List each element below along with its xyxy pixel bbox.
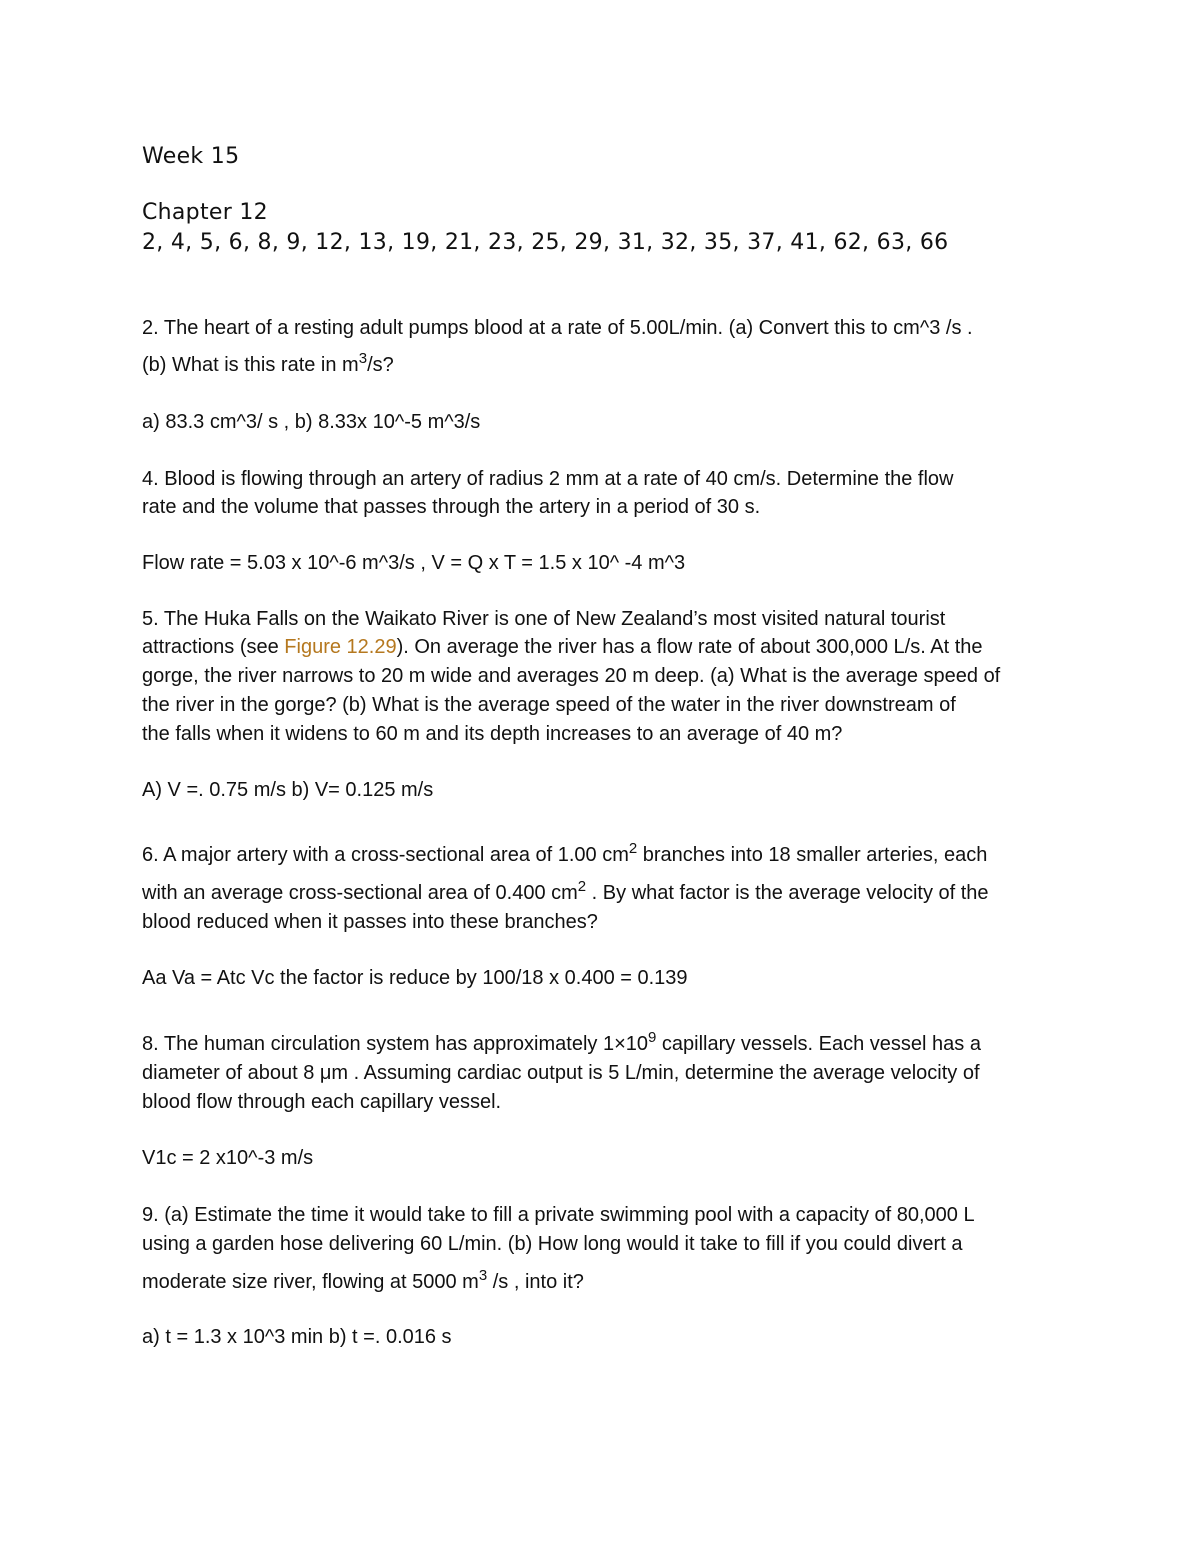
q4-answer: Flow rate = 5.03 x 10^-6 m^3/s , V = Q x T = 1.5 x 10^ -4 m^3	[142, 552, 686, 574]
q6-line-3: blood reduced when it passes into these branches?	[142, 911, 598, 933]
q2-line-2: (b) What is this rate in $m^3/s$?	[142, 350, 394, 376]
q5-line-2: attractions (see Figure 12.29). On average the river has a flow rate of about 300,000 L/s. At the	[142, 636, 983, 658]
q9-answer: a) t = 1.3 x 10^3 min b) t =. 0.016 s	[142, 1326, 452, 1348]
q2-line-1: 2. The heart of a resting adult pumps blood at a rate of 5.00L/min. (a) Convert this to cm^3 /s .	[142, 317, 973, 339]
q8-line-2: diameter of about 8 μm . Assuming cardiac output is 5 L/min, determine the average velocity of	[142, 1062, 980, 1084]
q5-line-3: gorge, the river narrows to 20 m wide and averages 20 m deep. (a) What is the average speed of	[142, 665, 1001, 687]
figure-link[interactable]: Figure 12.29	[284, 636, 397, 658]
q6-line-2: with an average cross-sectional area of 0.400 $cm^2$ . By what factor is the average velocity of the	[142, 878, 989, 904]
q5-line-4: the river in the gorge? (b) What is the average speed of the water in the river downstream of	[142, 694, 956, 716]
q9-line-3: moderate size river, flowing at 5000 $m^3$ /s , into it?	[142, 1267, 584, 1293]
q8-line-1: 8. The human circulation system has approximately $1\times 10^9$ capillary vessels. Each vessel has a	[142, 1029, 981, 1055]
q5-line-5: the falls when it widens to 60 m and its depth increases to an average of 40 m?	[142, 723, 843, 745]
q6-line-1: 6. A major artery with a cross-sectional area of 1.00 $cm^2$ branches into 18 smaller arteries, each	[142, 840, 988, 866]
q6-answer: Aa Va = Atc Vc the factor is reduce by 100/18 x 0.400 = 0.139	[142, 967, 688, 989]
chapter-heading: Chapter 12	[142, 200, 268, 225]
q8-answer: V1c = 2 x10^-3 m/s	[142, 1147, 314, 1169]
q2-answer: a) 83.3 cm^3/ s , b) 8.33x 10^-5 m^3/s	[142, 411, 481, 433]
q5-line-1: 5. The Huka Falls on the Waikato River is one of New Zealand’s most visited natural tourist	[142, 608, 946, 630]
q9-line-1: 9. (a) Estimate the time it would take to fill a private swimming pool with a capacity of 80,000 L	[142, 1204, 975, 1226]
q4-line-2: rate and the volume that passes through the artery in a period of 30 s.	[142, 496, 761, 518]
q4-line-1: 4. Blood is flowing through an artery of radius 2 mm at a rate of 40 cm/s. Determine the flow	[142, 468, 954, 490]
q9-line-2: using a garden hose delivering 60 L/min. (b) How long would it take to fill if you could divert a	[142, 1233, 963, 1255]
q5-answer: A) V =. 0.75 m/s b) V= 0.125 m/s	[142, 779, 434, 801]
week-heading: Week 15	[142, 144, 240, 169]
problem-list: 2, 4, 5, 6, 8, 9, 12, 13, 19, 21, 23, 25, 29, 31, 32, 35, 37, 41, 62, 63, 66	[142, 230, 949, 255]
q8-line-3: blood flow through each capillary vessel.	[142, 1091, 502, 1113]
